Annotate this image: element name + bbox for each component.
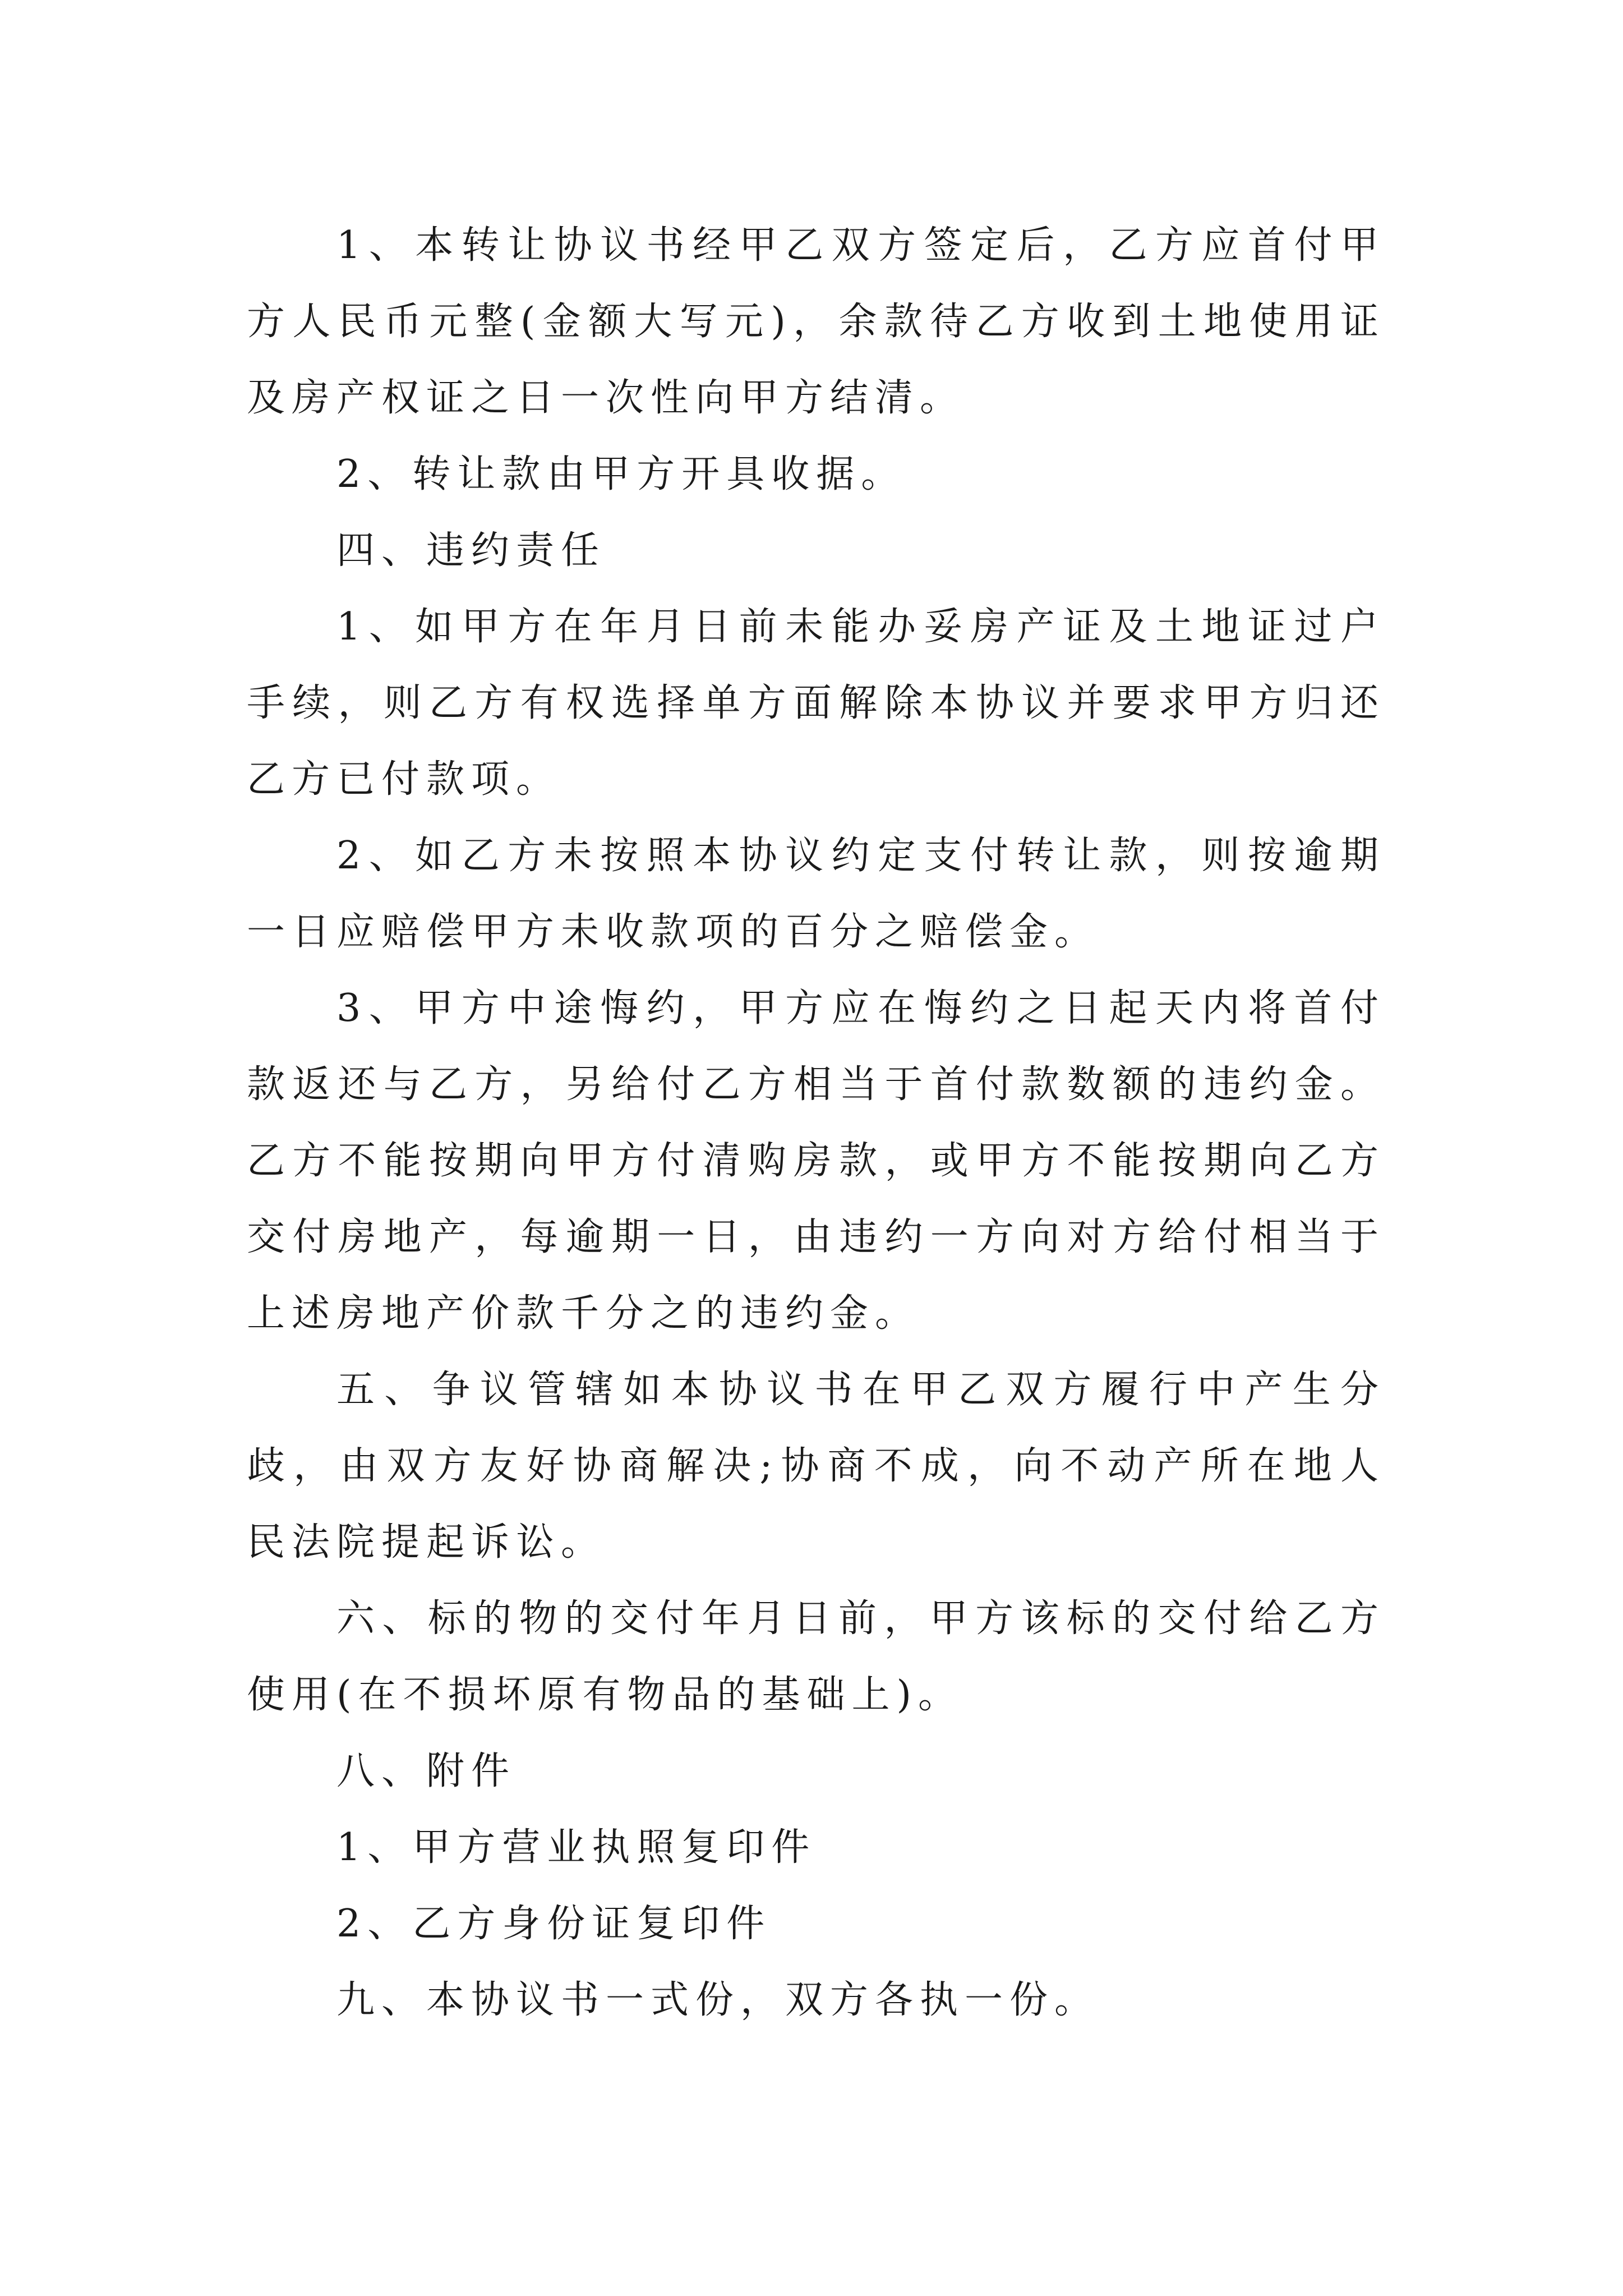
copies-clause: 九、本协议书一式份，双方各执一份。 (336, 1978, 1100, 2022)
payment-clause-1: 1、本转让协议书经甲乙双方签定后，乙方应首付甲方人民币元整(金额大写元)，余款待乙方收到土地使用证及房产权证之日一次性向甲方结清。 (247, 223, 1385, 420)
breach-clause-3: 3、甲方中途悔约，甲方应在悔约之日起天内将首付款返还与乙方，另给付乙方相当于首付款数额的违约金。乙方不能按期向甲方付清购房款，或甲方不能按期向乙方交付房地产，每逾期一日，由违约一方向对方给付相当于上述房地产价款千分之的违约金。 (247, 986, 1385, 1336)
delivery-clause: 六、标的物的交付年月日前，甲方该标的交付给乙方使用(在不损坏原有物品的基础上)。 (247, 1596, 1385, 1717)
section-heading-attachments: 八、附件 (336, 1749, 517, 1793)
breach-clause-1: 1、如甲方在年月日前未能办妥房产证及土地证过户手续，则乙方有权选择单方面解除本协议并要求甲方归还乙方已付款项。 (247, 605, 1385, 802)
breach-clause-2: 2、如乙方未按照本协议约定支付转让款，则按逾期一日应赔偿甲方未收款项的百分之赔偿金。 (247, 834, 1385, 954)
section-heading-breach: 四、违约责任 (336, 528, 606, 573)
payment-clause-2: 2、转让款由甲方开具收据。 (336, 452, 906, 496)
dispute-clause: 五、争议管辖如本协议书在甲乙双方履行中产生分歧，由双方友好协商解决;协商不成，向不动产所在地人民法院提起诉讼。 (247, 1368, 1385, 1565)
attachment-item-2: 2、乙方身份证复印件 (336, 1902, 772, 1946)
document-body (247, 208, 1385, 2039)
attachment-item-1: 1、甲方营业执照复印件 (336, 1825, 817, 1870)
